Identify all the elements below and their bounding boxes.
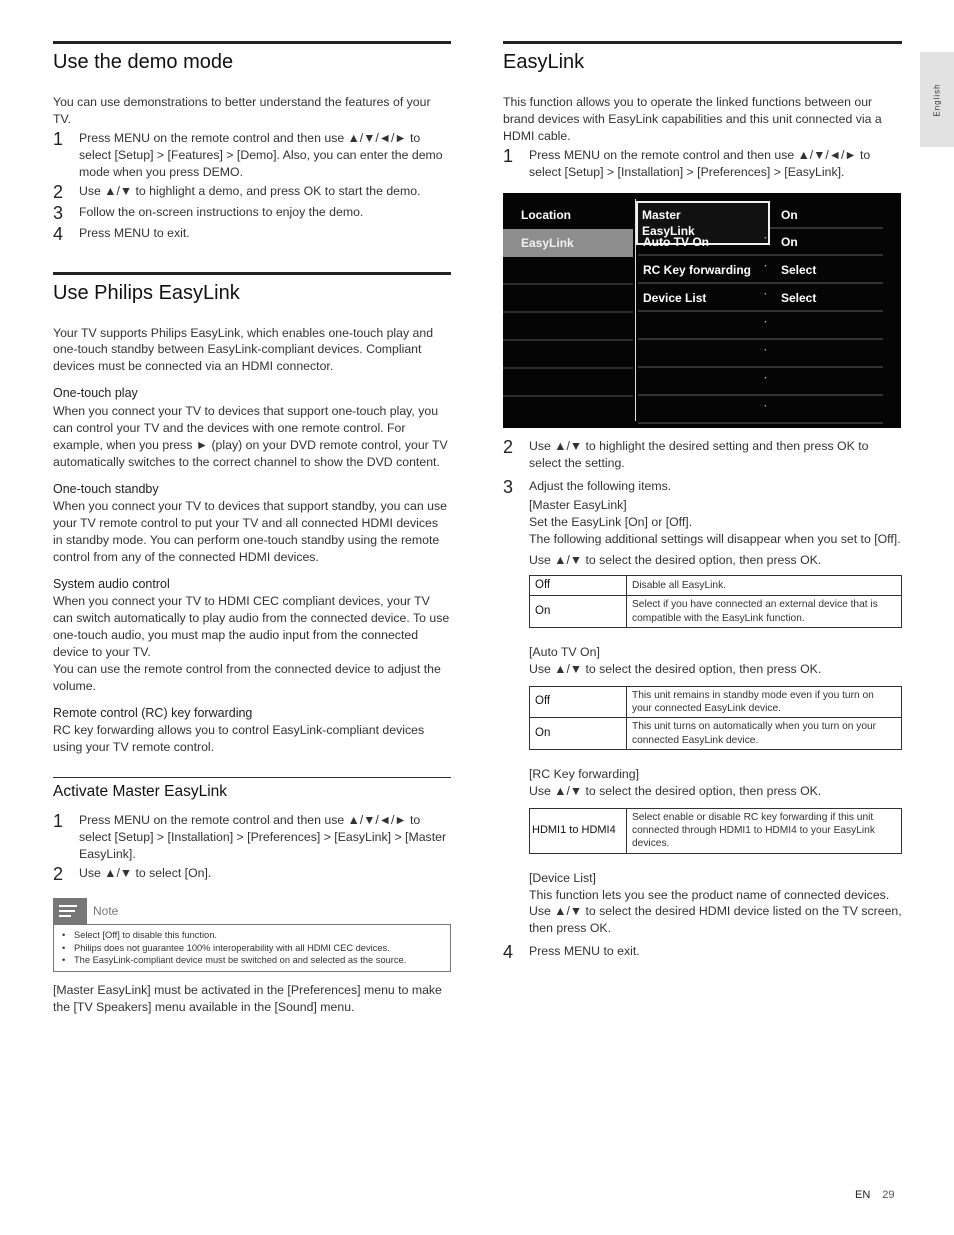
option-desc: This unit turns on automatically when you turn on your connected EasyLink device. [627,718,902,750]
feature-body: When you connect your TV to devices that support one-touch play, you can control your TV and the devices with one remote control. For example, when you press ► (play) on your DVD remote control, your TV automatically switches to the correct channel to show the DVD content. [53,403,448,469]
menu-dot-icon: · [764,260,768,272]
activate-footer-text: [Master EasyLink] must be activated in the [Preferences] menu to make the [TV Speakers] menu available in the [Sound] menu. [53,982,442,1014]
feature-body: When you connect your TV to devices that support standby, you can use your TV remote control to put your TV and all connected HDMI devices in standby mode. You can perform one-touch standby using the remote control from any of the connected HDMI devices. [53,498,447,564]
item-text: This function lets you see the product name of connected devices. Use ▲/▼ to select the desired HDMI device listed on the TV screen, then press OK. [529,887,902,936]
feature-heading: Remote control (RC) key forwarding [53,705,253,720]
tv-menu-screenshot [503,193,901,428]
demo-step [53,183,451,202]
section-rule [53,272,451,275]
option-key: HDMI1 to HDMI4 [530,808,627,853]
demo-step [53,130,451,181]
step-text: Use ▲/▼ to highlight the desired setting and then press OK to select the setting. [529,438,869,470]
left-column [53,41,451,1016]
step-text: Adjust the following items. [529,478,672,493]
step-number: 4 [53,223,64,244]
item-text: Use ▲/▼ to select the desired option, then press OK. [529,661,822,676]
step-text: Press MENU on the remote control and then use ▲/▼/◄/► to select [Setup] > [Installation] > [Preferences] > [EasyLink] > [Master EasyLink]. [79,813,447,862]
menu-dot-icon: · [764,400,768,412]
menu-row-empty [638,340,883,368]
menu-row-device-list[interactable] [638,284,883,312]
menu-row-value: On [781,234,798,249]
option-desc: This unit remains in standby mode even if you turn on your connected EasyLink device. [627,686,902,718]
menu-item-location[interactable]: Location [521,207,571,222]
menu-row-value: On [781,207,798,222]
menu-left-pane [503,201,633,397]
easylink-step [503,943,902,962]
page-number: 29 [882,1189,895,1201]
option-desc: Select if you have connected an external device that is compatible with the EasyLink function. [627,596,902,628]
easylink-step [503,147,902,181]
menu-dot-icon: · [764,316,768,328]
step-number: 3 [503,476,514,497]
feature-heading: One-touch standby [53,481,159,496]
subsection-rule [53,777,451,778]
item-text: The following additional settings will disappear when you set to [Off]. [529,531,901,546]
menu-row-empty [638,368,883,396]
item-text: Use ▲/▼ to select the desired option, then press OK. [529,552,822,567]
menu-empty-slot [503,257,633,285]
easylink-title: EasyLink [503,51,585,73]
item-heading: [Device List] [529,870,596,885]
step-text: Press MENU on the remote control and then use ▲/▼/◄/► to select [Setup] > [Features] > [Demo]. Also, you can enter the demo mode when you press DEMO. [79,130,443,179]
step-number: 2 [53,181,64,202]
option-desc: Disable all EasyLink. [627,575,902,596]
item-text: Set the EasyLink [On] or [Off]. [529,514,693,529]
feature-heading: One-touch play [53,386,138,401]
note-item: • Philips does not guarantee 100% interoperability with all HDMI CEC devices. [62,942,442,955]
language-tab-label: English [932,82,942,117]
menu-row-empty [638,312,883,340]
feature-heading: System audio control [53,576,170,591]
demo-step [53,225,451,244]
menu-row-label: Master EasyLink [638,203,768,243]
table-row [530,718,902,750]
menu-empty-slot [503,369,633,397]
demo-intro: You can use demonstrations to better understand the features of your TV. [53,95,431,126]
menu-empty-slot [503,285,633,313]
menu-dot-icon: · [764,288,768,300]
menu-row-rc-key-forwarding[interactable] [638,256,883,284]
rc-key-table [529,808,902,854]
auto-tv-on-block [529,644,902,678]
step-number: 1 [53,811,64,832]
step-number: 1 [53,128,64,149]
menu-item-easylink[interactable]: EasyLink [503,229,633,257]
note-box [53,924,451,972]
rc-key-block [529,766,902,800]
philips-intro: Your TV supports Philips EasyLink, which enables one-touch play and one-touch standby between EasyLink-compliant devices. Compliant devices must be connected via an HDMI connector. [53,325,434,374]
note-icon [53,898,87,924]
master-easylink-table [529,575,902,628]
step-text: Press MENU to exit. [79,225,190,240]
activate-step [53,865,451,884]
feature-body: When you connect your TV to HDMI CEC compliant devices, your TV can switch automatically to play audio from the connected device. To use one-touch audio, you must map the audio input from the connected device to your TV. [53,593,450,659]
demo-title: Use the demo mode [53,51,234,73]
menu-row-value: Select [781,262,817,277]
menu-row-master-easylink[interactable] [638,201,883,239]
step-number: 1 [503,145,514,166]
item-heading: [Auto TV On] [529,644,600,659]
option-desc: Select enable or disable RC key forwarding if this unit connected through HDMI1 to HDMI4 to your EasyLink devices. [627,808,902,853]
menu-empty-slot [503,341,633,369]
menu-dot-icon: · [764,232,768,244]
item-heading: [RC Key forwarding] [529,766,640,781]
note-header [53,898,451,924]
note-item: • Select [Off] to disable this function. [62,929,442,942]
menu-row-label: RC Key forwarding [643,262,752,277]
activate-title: Activate Master EasyLink [53,782,228,800]
menu-dot-icon: · [764,372,768,384]
easylink-intro: This function allows you to operate the linked functions between our brand devices with EasyLink capabilities and this unit connected via a HDMI cable. [503,95,882,143]
footer-lang: EN [855,1189,871,1201]
menu-empty-slot [503,313,633,341]
note-item: • The EasyLink-compliant device must be switched on and selected as the source. [62,954,442,967]
menu-row-empty [638,396,883,424]
activate-step [53,812,451,863]
menu-dot-icon: · [764,344,768,356]
note-label: Note [93,903,119,918]
language-tab [920,52,954,147]
option-key: On [530,718,627,750]
step-text: Press MENU on the remote control and then use ▲/▼/◄/► to select [Setup] > [Installation] > [Preferences] > [EasyLink]. [529,147,871,179]
table-row [530,575,902,596]
menu-row-value: Select [781,290,817,305]
step-text: Press MENU to exit. [529,944,640,959]
step-number: 3 [53,202,64,223]
option-key: On [530,596,627,628]
menu-row-auto-tv-on[interactable] [638,228,883,256]
section-rule [53,41,451,44]
master-easylink-block [529,497,902,569]
easylink-step [503,478,902,497]
step-text: Follow the on-screen instructions to enjoy the demo. [79,204,364,219]
step-text: Use ▲/▼ to highlight a demo, and press OK to start the demo. [79,183,421,198]
menu-divider [635,199,636,421]
item-heading: [Master EasyLink] [529,497,627,512]
menu-row-label: Device List [643,290,707,305]
easylink-step [503,438,902,472]
page-footer [855,1188,895,1203]
demo-step [53,204,451,223]
table-row [530,686,902,718]
option-key: Off [530,575,627,596]
feature-body: You can use the remote control from the connected device to adjust the volume. [53,661,441,693]
table-row [530,808,902,853]
philips-title: Use Philips EasyLink [53,281,240,304]
right-column [503,41,902,962]
device-list-block [529,870,902,938]
table-row [530,596,902,628]
step-number: 4 [503,942,514,963]
step-text: Use ▲/▼ to select [On]. [79,866,212,881]
step-number: 2 [53,864,64,885]
option-key: Off [530,686,627,718]
step-number: 2 [503,436,514,457]
auto-tv-on-table [529,686,902,750]
item-text: Use ▲/▼ to select the desired option, then press OK. [529,783,822,798]
menu-row-label: Auto TV On [643,234,709,249]
section-rule [503,41,902,44]
feature-body: RC key forwarding allows you to control EasyLink-compliant devices using your TV remote control. [53,722,425,754]
